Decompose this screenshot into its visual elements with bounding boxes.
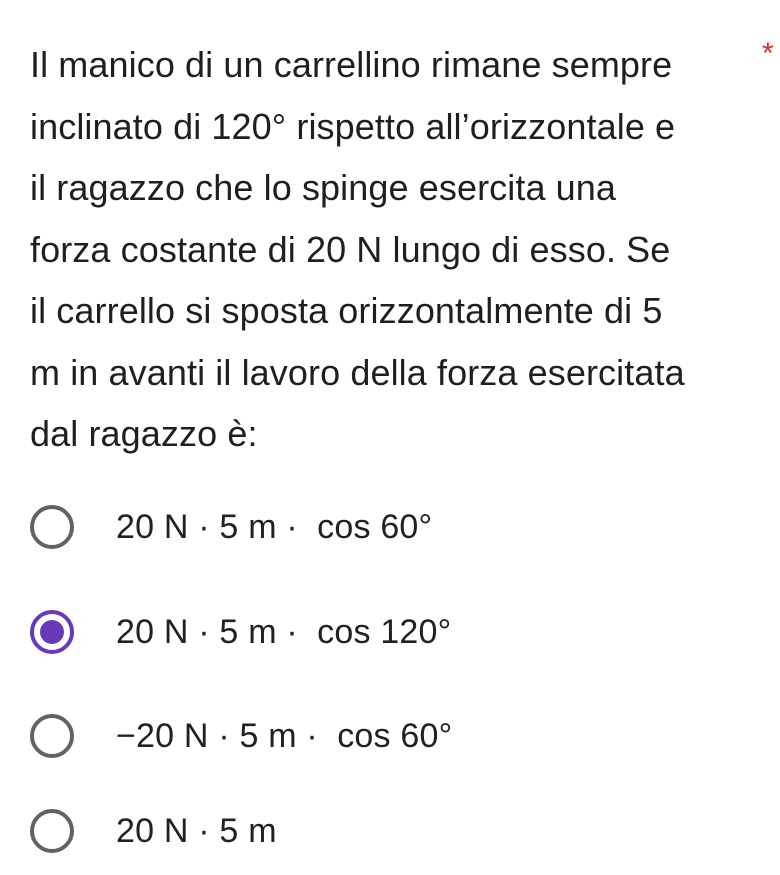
required-marker: *: [762, 37, 774, 70]
question-line: il ragazzo che lo spinge esercita una: [30, 167, 617, 208]
question-line: Il manico di un carrellino rimane sempre: [30, 44, 673, 85]
radio-button-selected[interactable]: [30, 610, 74, 654]
radio-button[interactable]: [30, 505, 74, 549]
option-label: −20 N · 5 m · cos 60°: [116, 716, 453, 755]
option-4[interactable]: [30, 796, 277, 866]
question-line: inclinato di 120° rispetto all’orizzontale e: [30, 105, 676, 147]
radio-selected-dot: [40, 620, 64, 644]
option-label: 20 N · 5 m · cos 120°: [116, 612, 452, 651]
radio-button[interactable]: [30, 809, 74, 853]
option-3[interactable]: [30, 701, 452, 771]
question-text: [30, 34, 770, 465]
option-1[interactable]: [30, 492, 432, 562]
option-2[interactable]: [30, 597, 451, 667]
option-label: 20 N · 5 m · cos 60°: [116, 507, 433, 546]
radio-button[interactable]: [30, 714, 74, 758]
question-line: dal ragazzo è:: [30, 413, 258, 454]
option-label: 20 N · 5 m: [116, 811, 277, 850]
question-line: forza costante di 20 N lungo di esso. Se: [30, 228, 671, 270]
question-line: m in avanti il lavoro della forza esercitata: [30, 351, 685, 393]
question-line: il carrello si sposta orizzontalmente di 5: [30, 290, 663, 331]
